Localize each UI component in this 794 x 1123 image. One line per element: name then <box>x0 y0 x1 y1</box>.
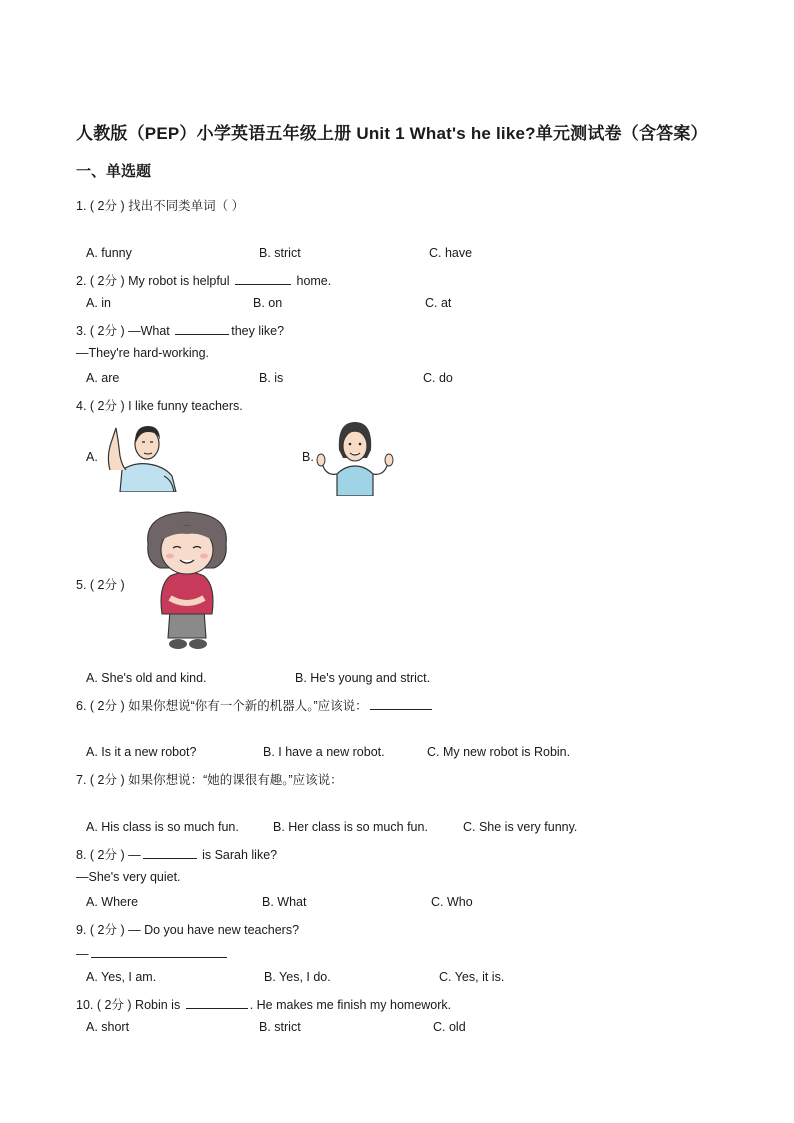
question-9-option-a[interactable]: A. Yes, I am. <box>86 970 157 984</box>
question-10-option-b[interactable]: B. strict <box>259 1020 301 1034</box>
question-4-stem: 4. ( 2分 ) I like funny teachers. <box>76 399 243 413</box>
question-9-dash: — <box>76 947 89 961</box>
question-1-option-b[interactable]: B. strict <box>259 246 301 260</box>
question-8-option-a[interactable]: A. Where <box>86 895 139 909</box>
question-9-option-b[interactable]: B. Yes, I do. <box>264 970 331 984</box>
question-9-line2 <box>76 945 229 961</box>
grandmother-illustration <box>140 510 235 652</box>
question-9-option-c[interactable]: C. Yes, it is. <box>439 970 505 984</box>
question-8-option-b[interactable]: B. What <box>262 895 307 909</box>
question-6-stem-pre: 6. ( 2分 ) 如果你想说“你有一个新的机器人。”应该说： <box>76 699 368 713</box>
question-7-option-a[interactable]: A. His class is so much fun. <box>86 820 239 834</box>
question-9-stem: 9. ( 2分 ) — Do you have new teachers? <box>76 923 300 937</box>
question-10-stem-pre: 10. ( 2分 ) Robin is <box>76 998 184 1012</box>
question-8-stem-pre: 8. ( 2分 ) — <box>76 848 141 862</box>
question-3-stem-pre: 3. ( 2分 ) —What <box>76 324 174 338</box>
question-5-option-b[interactable]: B. He's young and strict. <box>295 671 431 685</box>
question-2-stem-pre: 2. ( 2分 ) My robot is helpful <box>76 274 234 288</box>
question-5-option-a[interactable]: A. She's old and kind. <box>86 671 207 685</box>
question-10-option-a[interactable]: A. short <box>86 1020 130 1034</box>
question-10-option-c[interactable]: C. old <box>433 1020 466 1034</box>
question-10-stem-post: . He makes me finish my homework. <box>249 998 452 1012</box>
question-7-option-b[interactable]: B. Her class is so much fun. <box>273 820 428 834</box>
question-3-line2: —They're hard-working. <box>76 346 209 360</box>
question-4-option-b[interactable]: B. <box>302 450 314 464</box>
answer-blank <box>143 846 197 859</box>
question-8-line2: —She's very quiet. <box>76 870 181 884</box>
question-3-option-b[interactable]: B. is <box>259 371 284 385</box>
section-title: 一、单选题 <box>76 163 152 180</box>
teacher-woman-illustration <box>315 416 395 496</box>
question-4-option-a[interactable]: A. <box>86 450 98 464</box>
question-8-stem-post: is Sarah like? <box>198 848 278 862</box>
question-2-stem-post: home. <box>293 274 332 288</box>
answer-blank <box>370 697 432 710</box>
question-6-option-c[interactable]: C. My new robot is Robin. <box>427 745 571 759</box>
question-7-option-c[interactable]: C. She is very funny. <box>463 820 578 834</box>
answer-blank <box>186 996 248 1009</box>
question-7-stem: 7. ( 2分 ) 如果你想说：“她的课很有趣。”应该说： <box>76 773 343 787</box>
teacher-man-illustration <box>100 420 185 492</box>
question-3-option-a[interactable]: A. are <box>86 371 120 385</box>
question-10-stem <box>76 995 451 1013</box>
question-3-stem-post: they like? <box>231 324 285 338</box>
question-2-option-a[interactable]: A. in <box>86 296 112 310</box>
question-5-stem: 5. ( 2分 ) <box>76 578 125 592</box>
question-8-stem <box>76 845 277 863</box>
question-6-option-b[interactable]: B. I have a new robot. <box>263 745 385 759</box>
question-2-option-b[interactable]: B. on <box>253 296 283 310</box>
answer-blank <box>235 272 291 285</box>
question-2-option-c[interactable]: C. at <box>425 296 452 310</box>
question-6-option-a[interactable]: A. Is it a new robot? <box>86 745 197 759</box>
question-2-stem <box>76 271 331 289</box>
question-1-option-c[interactable]: C. have <box>429 246 473 260</box>
question-3-option-c[interactable]: C. do <box>423 371 453 385</box>
question-8-option-c[interactable]: C. Who <box>431 895 473 909</box>
question-1-option-a[interactable]: A. funny <box>86 246 132 260</box>
question-1-stem: 1. ( 2分 ) 找出不同类单词（ ） <box>76 199 245 213</box>
question-6-stem <box>76 696 434 714</box>
document-title: 人教版（PEP）小学英语五年级上册 Unit 1 What's he like?单元测试卷（含答案） <box>76 124 708 143</box>
answer-blank <box>91 945 227 958</box>
answer-blank <box>175 322 229 335</box>
question-3-stem <box>76 321 284 339</box>
